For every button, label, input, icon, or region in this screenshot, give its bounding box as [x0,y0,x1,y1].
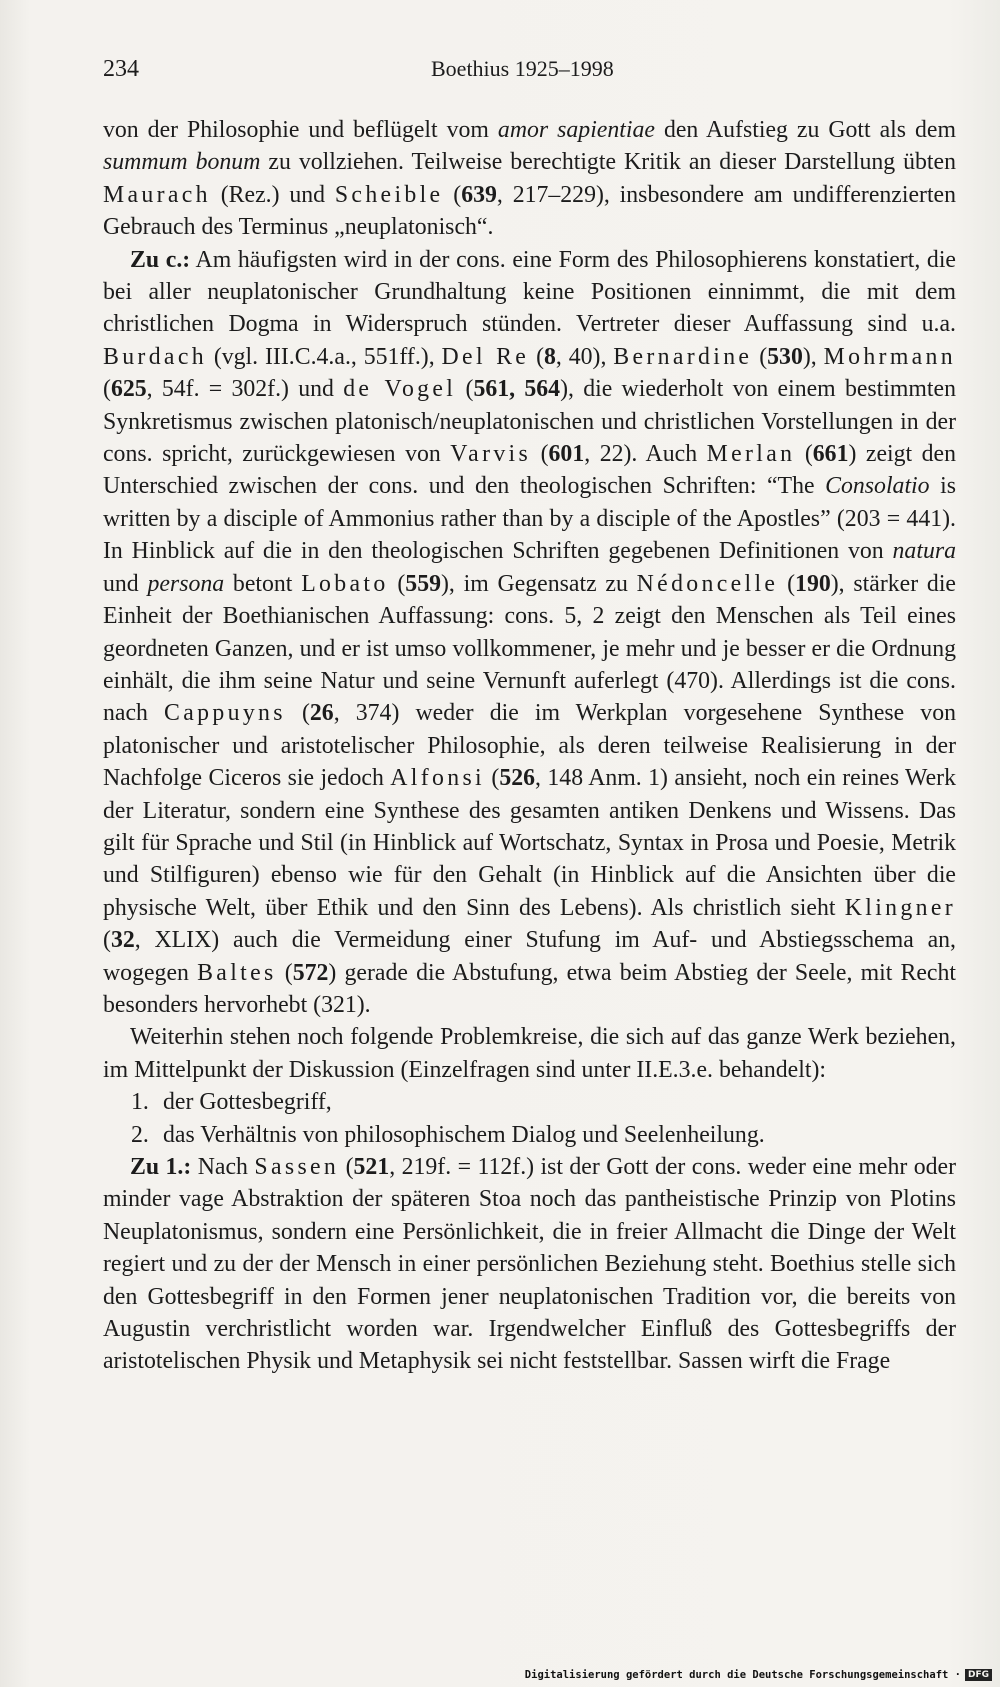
digitization-credit [525,1669,992,1681]
list-item: 1. der Gottesbegriff, [131,1089,332,1116]
section-label: Zu c.: [130,246,191,273]
body-text [103,114,956,1378]
author-name: Maurach [103,181,211,208]
paragraph-zu-c: Zu c.: Am häufigsten wird in der cons. eine Form des Philosophierens konstatiert, die bei aller neuplatonischer Grundhaltung keine Positionen einnimmt, die mit dem christlichen Dogma in Widerspruch stünden. Vertreter dieser Auffassung sind u.a. Burdach (vgl. III.C.4.a., 551ff.), Del Re (8, 40), Bernardine (530), Mohrmann (625, 54f. = 302f.) und de Vogel (561, 564), die wiederholt von einem bestimmten Synkretismus zwischen platonisch/neuplatonischen und christlichen Vorstellungen in der cons. spricht, zurückgewiesen von Varvis (601, 22). Auch Merlan (661) zeigt den Unterschied zwischen der cons. und den theologischen Schriften: “The Consolatio is written by a disciple of Ammonius rather than by a disciple of the Apostles” (203 = 441). In Hinblick auf die in den theologischen Schriften gegebenen Definitionen von natura und persona betont Lobato (559), im Gegensatz zu Nédoncelle (190), stärker die Einheit der Boethianischen Auffassung: cons. 5, 2 zeigt den Menschen als Teil eines geordneten Ganzen, und er ist umso vollkommener, je mehr und je besser er die Ordnung einhält, die ihm seine Natur und seine Vernunft auferlegt (470). Allerdings ist die cons. nach Cappuyns (26, 374) weder die im Werkplan vorgesehene Synthese von platonischer und aristotelischer Philosophie, als deren teilweise Realisierung in der Nachfolge Ciceros sie jedoch Alfonsi (526, 148 Anm. 1) ansieht, noch ein reines Werk der Literatur, sondern eine Synthese des gesamten antiken Denkens und Wissens. Das gilt für Sprache und Stil (in Hinblick auf Wortschatz, Syntax in Prosa und Poesie, Metrik und Stilfiguren) ebenso wie für den Gehalt (in Hinblick auf die Ansichten über die physische Welt, über Ethik und den Sinn des Lebens). Als christlich sieht Klingner (32, XLIX) auch die Vermeidung einer Stufung im Auf- und Abstiegsschema an, wogegen Baltes (572) gerade die Abstufung, etwa beim Abstieg der Seele, mit Recht besonders hervorhebt (321). [103,246,957,1018]
section-label: Zu 1.: [130,1154,192,1180]
credit-text: Digitalisierung gefördert durch die Deutsche Forschungsgemeinschaft · [524,1669,961,1681]
page-number: 234 [103,56,139,82]
problem-list [103,1086,956,1151]
paragraph-zu-1: Zu 1.: Nach Sassen (521, 219f. = 112f.) ist der Gott der cons. weder eine mehr oder minder vage Abstraktion der späteren Stoa noch das pantheistische Prinzip von Plotins Neuplatonismus, sondern eine Persönlichkeit, die in freier Allmacht die Dinge der Welt regiert und zu der der Mensch in einer persönlichen Beziehung steht. Boethius stelle sich den Gottesbegriff in den Formen jener neuplatonischen Tradition vor, die bereits von Augustin verchristlicht worden war. Irgendwelcher Einfluß des Gottesbegriffs der aristotelischen Physik und Metaphysik sei nicht feststellbar. Sassen wirft die Frage [103,1154,956,1375]
paragraph-continuation: von der Philosophie und beflügelt vom amor sapientiae den Aufstieg zu Gott als dem summum bonum zu vollziehen. Teilweise berechtigte Kritik an dieser Darstellung übten Maurach (Rez.) und Scheible (639, 217–229), insbesondere am undifferenzierten Gebrauch des Terminus „neuplatonisch“. [103,117,957,241]
running-head: Boethius 1925–1998 [431,56,614,81]
paragraph-problemkreise: Weiterhin stehen noch folgende Problemkreise, die sich auf das ganze Werk beziehen, im Mittelpunkt der Diskussion (Einzelfragen sind unter II.E.3.e. behandelt): [103,1024,956,1083]
author-name: Scheible [334,181,444,208]
page-header [103,56,960,86]
dfg-logo: DFG [965,1669,992,1681]
list-item: 2. das Verhältnis von philosophischem Dialog und Seelenheilung. [131,1121,765,1148]
